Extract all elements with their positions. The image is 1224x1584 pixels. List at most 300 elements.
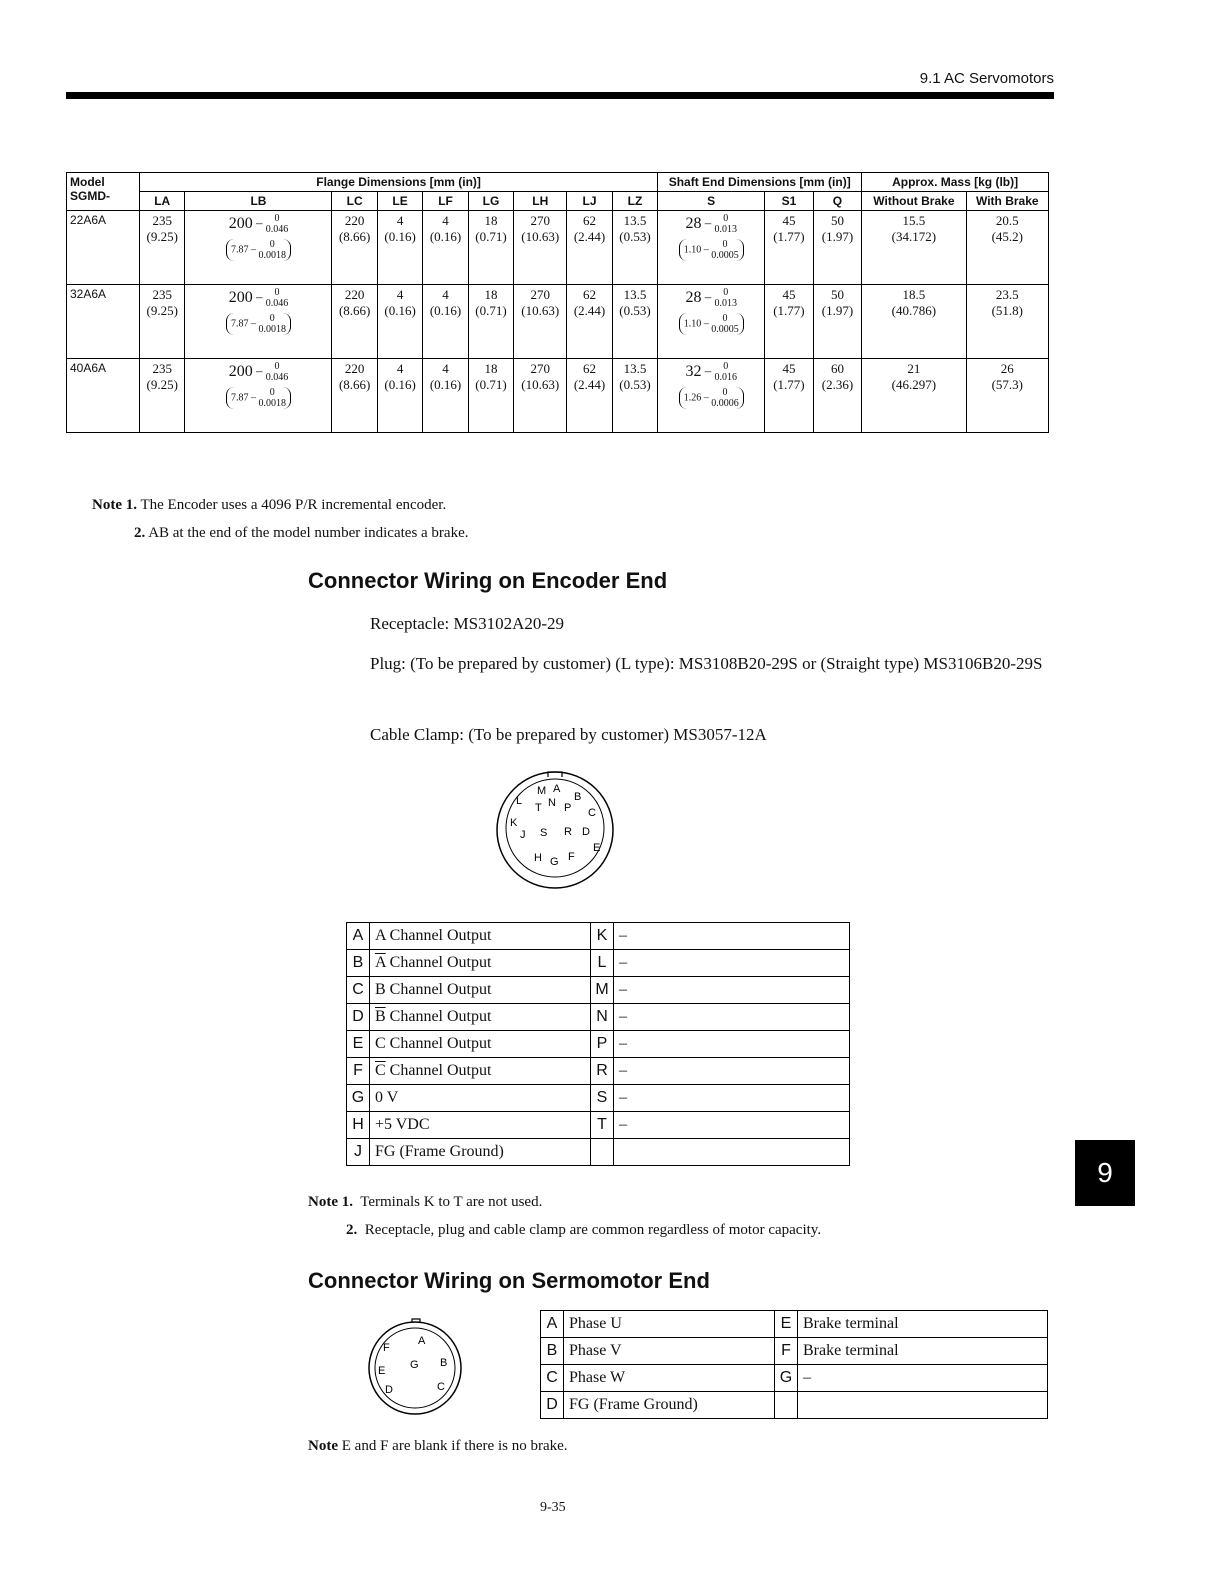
value: 50 xyxy=(830,287,844,302)
pin-signal xyxy=(370,1031,591,1058)
pin-signal: – xyxy=(614,1112,850,1139)
value-in: (0.16) xyxy=(384,303,416,318)
cell-la xyxy=(140,211,185,285)
cell-mass-without xyxy=(862,359,966,433)
value-in: (9.25) xyxy=(146,377,178,392)
value-in: (1.77) xyxy=(773,303,805,318)
th-col-lh: LH xyxy=(514,192,567,211)
value: 235 xyxy=(152,361,172,376)
pin-signal: – xyxy=(614,923,850,950)
nominal-in: 1.10 xyxy=(683,244,702,256)
model-cell: 40A6A xyxy=(67,359,140,433)
value: 45 xyxy=(782,287,796,302)
cell-lb xyxy=(185,359,332,433)
value-in: (0.53) xyxy=(619,303,651,318)
notes-encoder xyxy=(308,1188,821,1244)
notes-dimensions xyxy=(92,491,469,547)
th-mass: Approx. Mass [kg (lb)] xyxy=(862,173,1049,192)
cell-mass-with xyxy=(966,211,1048,285)
cell-lf xyxy=(423,285,468,359)
tol-upper: 0 xyxy=(274,287,280,298)
value: 13.5 xyxy=(623,213,647,228)
cell-s1 xyxy=(765,359,814,433)
cell-q xyxy=(813,211,862,285)
tol-lower: 0.013 xyxy=(714,224,737,235)
cell-le xyxy=(377,285,422,359)
signal-text: +5 VDC xyxy=(375,1116,430,1133)
value: 4 xyxy=(396,287,404,302)
pin-letter: A xyxy=(541,1311,564,1338)
pin-row xyxy=(347,1031,850,1058)
value: 62 xyxy=(583,287,597,302)
value-in: (0.53) xyxy=(619,229,651,244)
tolerance-in: 1.10 – 0 0.0005 xyxy=(679,313,744,335)
pin-signal xyxy=(370,923,591,950)
cell-s1 xyxy=(765,211,814,285)
tolerance-mm: 28 – 0 0.013 xyxy=(685,213,737,235)
pin-signal: – xyxy=(614,1004,850,1031)
pin-signal xyxy=(370,1085,591,1112)
cell-lz xyxy=(612,285,657,359)
tol-upper: 0 xyxy=(274,361,280,372)
cell-lh xyxy=(514,285,567,359)
signal-text: Channel Output xyxy=(385,1062,492,1079)
cell-s1 xyxy=(765,285,814,359)
cell-lh xyxy=(514,359,567,433)
notes-motor xyxy=(308,1432,568,1460)
pin-letter: M xyxy=(591,977,614,1004)
signal-text: 0 V xyxy=(375,1089,399,1106)
cell-lf xyxy=(423,359,468,433)
header-rule xyxy=(66,92,1054,99)
pin-row xyxy=(541,1392,1048,1419)
nominal: 200 xyxy=(228,289,253,306)
pin-letter: L xyxy=(591,950,614,977)
cell-lg xyxy=(468,211,513,285)
pin-letter: T xyxy=(591,1112,614,1139)
tolerance-mm: 28 – 0 0.013 xyxy=(685,287,737,309)
pin-letter: E xyxy=(775,1311,798,1338)
pin-signal: – xyxy=(614,1085,850,1112)
pin-letter: F xyxy=(775,1338,798,1365)
value: 18 xyxy=(484,213,498,228)
value-in: (2.44) xyxy=(573,229,606,244)
th-shaft: Shaft End Dimensions [mm (in)] xyxy=(658,173,862,192)
pin-letter: G xyxy=(347,1085,370,1112)
pin-letter: B xyxy=(541,1338,564,1365)
nominal-in: 7.87 xyxy=(230,392,249,404)
motor-note: E and F are blank if there is no brake. xyxy=(341,1438,568,1454)
value: 270 xyxy=(530,287,550,302)
note1-text: The Encoder uses a 4096 P/R incremental encoder. xyxy=(140,497,447,513)
tolerance xyxy=(266,213,289,235)
pin-letter: C xyxy=(541,1365,564,1392)
pin-letter: H xyxy=(347,1112,370,1139)
value-in: (1.77) xyxy=(773,229,805,244)
value: 270 xyxy=(530,213,550,228)
motor-connector-diagram xyxy=(360,1318,470,1418)
mass-kg: 15.5 xyxy=(902,213,926,228)
tol-in-lower: 0.0005 xyxy=(711,250,739,261)
mass-lb: (51.8) xyxy=(991,303,1023,318)
svg-text:K: K xyxy=(510,817,518,829)
tol-in-upper: 0 xyxy=(269,387,275,398)
pin-signal xyxy=(370,977,591,1004)
svg-text:C: C xyxy=(437,1381,445,1393)
pin-signal: Phase W xyxy=(564,1365,775,1392)
enc-note1: Terminals K to T are not used. xyxy=(360,1194,543,1210)
svg-text:C: C xyxy=(588,807,596,819)
tol-upper: 0 xyxy=(723,213,729,224)
motor-title: Connector Wiring on Sermomotor End xyxy=(308,1268,710,1293)
value-in: (10.63) xyxy=(521,303,560,318)
dims-row xyxy=(67,359,1049,433)
nominal-in: 7.87 xyxy=(230,318,249,330)
mass-kg: 20.5 xyxy=(995,213,1019,228)
value: 18 xyxy=(484,361,498,376)
tol-in-upper: 0 xyxy=(722,239,728,250)
tol-upper: 0 xyxy=(723,361,729,372)
th-col-la: LA xyxy=(140,192,185,211)
pin-row xyxy=(541,1338,1048,1365)
note1-label: Note 1. xyxy=(92,497,137,513)
tol-lower: 0.016 xyxy=(714,372,737,383)
tol-in-lower: 0.0005 xyxy=(711,324,739,335)
tolerance-in: 1.26 – 0 0.0006 xyxy=(679,387,744,409)
th-col-q: Q xyxy=(813,192,862,211)
receptacle-text: Receptacle: MS3102A20-29 xyxy=(370,614,565,633)
value: 4 xyxy=(442,361,449,376)
cell-lb xyxy=(185,211,332,285)
value-in: (2.44) xyxy=(573,377,606,392)
cell-mass-with xyxy=(966,359,1048,433)
value: 4 xyxy=(442,213,449,228)
tolerance-in: 7.87 – 0 0.0018 xyxy=(226,239,291,261)
cell-s xyxy=(658,359,765,433)
value-in: (0.53) xyxy=(619,377,651,392)
nominal: 32 xyxy=(685,363,702,380)
svg-text:F: F xyxy=(568,851,575,863)
pin-signal: Phase V xyxy=(564,1338,775,1365)
svg-text:D: D xyxy=(582,826,590,838)
cell-lg xyxy=(468,285,513,359)
nominal-in: 7.87 xyxy=(230,244,249,256)
value-in: (0.16) xyxy=(384,229,416,244)
svg-text:G: G xyxy=(410,1359,419,1371)
tolerance-in-values xyxy=(711,387,739,409)
cell-lc xyxy=(332,211,377,285)
tolerance xyxy=(714,287,737,309)
pin-row xyxy=(347,1085,850,1112)
tolerance-in-values xyxy=(258,239,286,261)
nominal-in: 1.10 xyxy=(683,318,702,330)
tol-in-lower: 0.0018 xyxy=(258,398,286,409)
pin-letter: N xyxy=(591,1004,614,1031)
cell-s xyxy=(658,285,765,359)
value: 4 xyxy=(442,287,449,302)
svg-text:M: M xyxy=(537,785,547,797)
pin-signal xyxy=(370,1004,591,1031)
tol-in-upper: 0 xyxy=(269,313,275,324)
svg-text:P: P xyxy=(564,802,572,814)
tol-in-lower: 0.0018 xyxy=(258,250,286,261)
value: 235 xyxy=(152,287,172,302)
value: 270 xyxy=(530,361,550,376)
svg-text:S: S xyxy=(540,827,548,839)
cell-q xyxy=(813,359,862,433)
mass-kg: 21 xyxy=(907,361,921,376)
mass-lb: (46.297) xyxy=(891,377,937,392)
svg-text:A: A xyxy=(418,1335,426,1347)
value-in: (0.16) xyxy=(384,377,416,392)
enc-note2: Receptacle, plug and cable clamp are common regardless of motor capacity. xyxy=(364,1222,822,1238)
th-mass-col: Without Brake xyxy=(862,192,966,211)
pin-letter: K xyxy=(591,923,614,950)
cell-lh xyxy=(514,211,567,285)
pin-row xyxy=(347,977,850,1004)
mass-kg: 18.5 xyxy=(902,287,926,302)
signal-inverted-letter: $\overline{A}$ xyxy=(375,954,386,971)
svg-text:D: D xyxy=(385,1384,393,1396)
pin-row xyxy=(347,950,850,977)
th-col-s: S xyxy=(658,192,765,211)
cell-lb xyxy=(185,285,332,359)
pin-signal xyxy=(370,950,591,977)
pin-signal: Phase U xyxy=(564,1311,775,1338)
svg-text:A: A xyxy=(553,783,561,795)
signal-inverted-letter: $\overline{C}$ xyxy=(375,1062,386,1079)
pin-letter: B xyxy=(347,950,370,977)
note2-text: AB at the end of the model number indicates a brake. xyxy=(148,525,469,541)
value-in: (8.66) xyxy=(338,377,371,392)
signal-text: B Channel Output xyxy=(375,981,492,998)
pin-signal xyxy=(370,1058,591,1085)
th-col-le: LE xyxy=(377,192,422,211)
pin-signal: – xyxy=(614,950,850,977)
svg-text:E: E xyxy=(593,842,601,854)
value-in: (0.16) xyxy=(429,303,462,318)
tolerance-mm: 32 – 0 0.016 xyxy=(685,361,737,383)
tol-lower: 0.013 xyxy=(714,298,737,309)
cell-lz xyxy=(612,211,657,285)
nominal: 200 xyxy=(228,215,253,232)
tolerance-in-values xyxy=(258,387,286,409)
cell-mass-without xyxy=(862,285,966,359)
clamp-text: Cable Clamp: (To be prepared by customer) MS3057-12A xyxy=(370,725,767,744)
th-col-lj: LJ xyxy=(567,192,612,211)
tol-upper: 0 xyxy=(723,287,729,298)
value-in: (2.36) xyxy=(821,377,854,392)
pin-signal: – xyxy=(614,1031,850,1058)
value-in: (9.25) xyxy=(146,229,178,244)
pin-signal xyxy=(370,1139,591,1166)
svg-text:H: H xyxy=(534,852,542,864)
cell-le xyxy=(377,359,422,433)
pin-letter: F xyxy=(347,1058,370,1085)
pin-row xyxy=(541,1311,1048,1338)
value: 45 xyxy=(782,361,796,376)
pin-letter: E xyxy=(347,1031,370,1058)
value-in: (10.63) xyxy=(521,377,560,392)
value-in: (1.97) xyxy=(821,303,854,318)
pin-letter: D xyxy=(541,1392,564,1419)
signal-text: Channel Output xyxy=(385,1008,492,1025)
pin-row xyxy=(347,1112,850,1139)
svg-text:R: R xyxy=(564,826,572,838)
cell-lf xyxy=(423,211,468,285)
pin-signal: FG (Frame Ground) xyxy=(564,1392,775,1419)
encoder-pin-table xyxy=(346,922,850,1166)
tolerance-mm: 200 – 0 0.046 xyxy=(228,287,289,309)
pin-letter: S xyxy=(591,1085,614,1112)
enc-note2-label: 2. xyxy=(346,1222,358,1238)
nominal: 200 xyxy=(228,363,253,380)
motor-note-label: Note xyxy=(308,1438,338,1454)
encoder-title: Connector Wiring on Encoder End xyxy=(308,568,668,593)
tol-lower: 0.046 xyxy=(265,372,289,383)
svg-text:B: B xyxy=(574,791,582,803)
tol-in-upper: 0 xyxy=(722,387,728,398)
tolerance-mm: 200 – 0 0.046 xyxy=(228,213,289,235)
mass-lb: (34.172) xyxy=(891,229,937,244)
tolerance-in: 7.87 – 0 0.0018 xyxy=(226,313,291,335)
value-in: (9.25) xyxy=(146,303,178,318)
value-in: (0.16) xyxy=(429,229,462,244)
value: 50 xyxy=(830,213,844,228)
tol-lower: 0.046 xyxy=(265,224,289,235)
tolerance-in-values xyxy=(258,313,286,335)
mass-lb: (45.2) xyxy=(991,229,1023,244)
th-model: Model SGMD- xyxy=(67,173,140,211)
tolerance xyxy=(266,287,289,309)
th-col-s1: S1 xyxy=(765,192,814,211)
enc-note-label: Note 1. xyxy=(308,1194,353,1210)
pin-signal xyxy=(370,1112,591,1139)
value-in: (8.66) xyxy=(338,303,371,318)
cell-la xyxy=(140,285,185,359)
note2-label: 2. xyxy=(134,525,146,541)
value-in: (0.16) xyxy=(429,377,462,392)
pin-row xyxy=(541,1365,1048,1392)
plug-text: Plug: (To be prepared by customer) (L type): MS3108B20-29S or (Straight type) MS3106B20-29S xyxy=(370,654,1043,673)
value: 220 xyxy=(344,213,365,228)
pin-row xyxy=(347,1139,850,1166)
value: 220 xyxy=(344,287,365,302)
cell-le xyxy=(377,211,422,285)
pin-signal: – xyxy=(798,1365,1048,1392)
pin-letter: A xyxy=(347,923,370,950)
pin-letter xyxy=(775,1392,798,1419)
value-in: (2.44) xyxy=(573,303,606,318)
cell-lg xyxy=(468,359,513,433)
svg-text:F: F xyxy=(383,1342,390,1354)
mass-lb: (57.3) xyxy=(991,377,1023,392)
tol-in-upper: 0 xyxy=(722,313,728,324)
model-cell: 22A6A xyxy=(67,211,140,285)
pin-letter: J xyxy=(347,1139,370,1166)
value: 45 xyxy=(782,213,796,228)
section-header: 9.1 AC Servomotors xyxy=(919,70,1054,87)
signal-text: FG (Frame Ground) xyxy=(375,1143,504,1160)
tolerance-in: 1.10 – 0 0.0005 xyxy=(679,239,744,261)
value: 60 xyxy=(830,361,844,376)
value: 235 xyxy=(152,213,172,228)
cell-s xyxy=(658,211,765,285)
svg-text:E: E xyxy=(378,1365,386,1377)
tolerance xyxy=(714,213,737,235)
signal-text: A Channel Output xyxy=(375,927,492,944)
value-in: (10.63) xyxy=(521,229,560,244)
tolerance xyxy=(266,361,289,383)
pin-letter xyxy=(591,1139,614,1166)
nominal-in: 1.26 xyxy=(683,392,702,404)
pin-signal: Brake terminal xyxy=(798,1338,1048,1365)
signal-inverted-letter: $\overline{B}$ xyxy=(375,1008,386,1025)
tolerance-in-values xyxy=(711,239,739,261)
value-in: (0.71) xyxy=(475,303,507,318)
mass-kg: 26 xyxy=(1000,361,1014,376)
cell-mass-with xyxy=(966,285,1048,359)
page-number: 9-35 xyxy=(540,1500,566,1515)
th-col-lz: LZ xyxy=(612,192,657,211)
value: 4 xyxy=(396,213,404,228)
value-in: (8.66) xyxy=(338,229,371,244)
value: 4 xyxy=(396,361,404,376)
value-in: (0.71) xyxy=(475,377,507,392)
value-in: (0.71) xyxy=(475,229,507,244)
mass-kg: 23.5 xyxy=(995,287,1019,302)
svg-text:N: N xyxy=(548,797,556,809)
value: 13.5 xyxy=(623,287,647,302)
pin-signal: Brake terminal xyxy=(798,1311,1048,1338)
tolerance-in-values xyxy=(711,313,739,335)
value: 62 xyxy=(583,213,597,228)
value: 62 xyxy=(583,361,597,376)
value: 13.5 xyxy=(623,361,647,376)
pin-row xyxy=(347,1004,850,1031)
pin-signal: – xyxy=(614,1058,850,1085)
tolerance-in: 7.87 – 0 0.0018 xyxy=(226,387,291,409)
cell-lc xyxy=(332,359,377,433)
cell-lc xyxy=(332,285,377,359)
tol-in-lower: 0.0018 xyxy=(258,324,286,335)
mass-lb: (40.786) xyxy=(891,303,937,318)
th-mass-col: With Brake xyxy=(966,192,1048,211)
svg-text:G: G xyxy=(550,856,559,868)
pin-signal: – xyxy=(614,977,850,1004)
pin-signal xyxy=(614,1139,850,1166)
nominal: 28 xyxy=(685,289,702,306)
th-col-lg: LG xyxy=(468,192,513,211)
pin-letter: P xyxy=(591,1031,614,1058)
chapter-tab: 9 xyxy=(1075,1140,1135,1206)
th-col-lc: LC xyxy=(332,192,377,211)
motor-pin-table xyxy=(540,1310,1048,1419)
svg-text:L: L xyxy=(516,795,523,807)
dims-row xyxy=(67,285,1049,359)
cell-lz xyxy=(612,359,657,433)
tol-in-lower: 0.0006 xyxy=(711,398,739,409)
model-cell: 32A6A xyxy=(67,285,140,359)
cell-mass-without xyxy=(862,211,966,285)
svg-text:J: J xyxy=(520,829,526,841)
encoder-connector-diagram xyxy=(490,768,620,890)
value-in: (1.97) xyxy=(821,229,854,244)
cell-la xyxy=(140,359,185,433)
cell-lj xyxy=(567,211,612,285)
th-col-lf: LF xyxy=(423,192,468,211)
value: 220 xyxy=(344,361,365,376)
